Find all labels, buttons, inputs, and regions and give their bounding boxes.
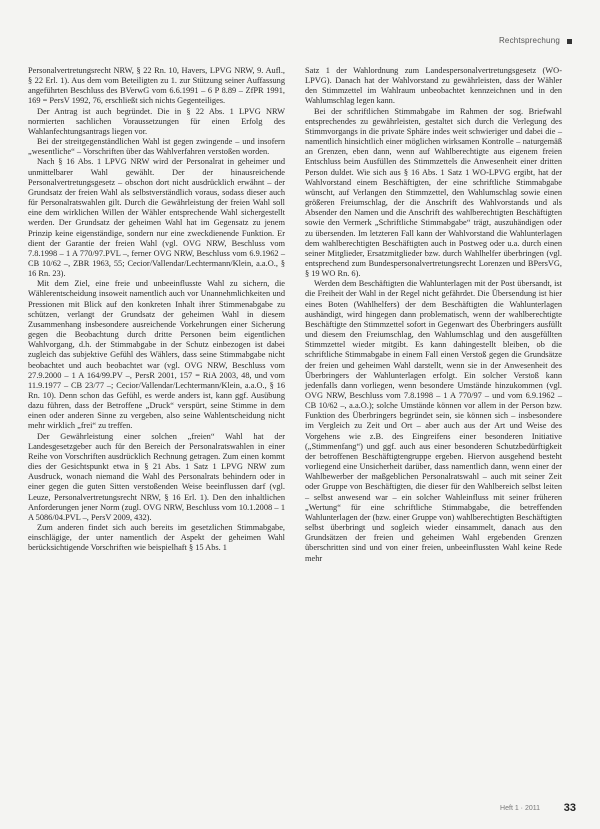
paragraph: Satz 1 der Wahlordnung zum Landespersonalvertretungsgesetz (WO-LPVG). Danach hat der Wahlvorstand zu gewährleisten, dass der Wähler den Stimmzettel im Wahlraum unbeobachtet kennzeichnen und in den Wahlumschlag legen kann. (305, 66, 562, 106)
left-column (28, 66, 285, 554)
section-marker-icon (567, 39, 572, 44)
section-label: Rechtsprechung (498, 36, 560, 45)
page-number: 33 (563, 802, 576, 814)
paragraph: Zum anderen findet sich auch bereits im gesetzlichen Stimmabgabe, einschlägige, der unter namentlich der Aspekt der geheimen Wahl berücksichtigende Vorschriften wie beispielhaft § 15 Abs. 1 (28, 523, 285, 553)
paragraph: Der Antrag ist auch begründet. Die in § 22 Abs. 1 LPVG NRW normierten sachlichen Voraussetzungen für einen Erfolg des Wahlanfechtungsantrags liegen vor. (28, 106, 285, 136)
page-header (0, 36, 600, 50)
paragraph: Der Gewährleistung einer solchen „freien“ Wahl hat der Landesgesetzgeber auch für den Bereich der Personalratswahlen in einer Reihe von Vorschriften ausdrücklich Rechnung getragen. Zum einen kommt dies der Gesichtspunkt etwa in § 21 Abs. 1 Satz 1 LPVG NRW zum Ausdruck, wonach niemand die Wahl des Personalrats behindern oder in einer gegen die guten Sitten verstoßenden Weise beeinflussen darf (vgl. Leuze, Personalvertretungsrecht NRW, § 16 Erl. 1). Den den inhaltlichen Anforderungen jener Norm (zugl. OVG NRW, Beschluss vom 10.1.2008 – 1 A 5086/04.PVL –, PersV 2009, 432). (28, 431, 285, 522)
paragraph: Nach § 16 Abs. 1 LPVG NRW wird der Personalrat in geheimer und unmittelbarer Wahl gewählt. Der der hinausreichende Personalvertretungsgesetz – obschon dort nicht ausdrücklich erwähnt – der Grundsatz der freien Wahl als selbstverständlich voraus, sodass dieser auch für Personalratswahlen gilt. Durch die Gewährleistung der freien Wahl soll eine dem wirklichen Willen der Wähler entsprechende Wahl sichergestellt werden. Der Grundsatz der geheimen Wahl hat im Gegensatz zu jenem Prinzip keine eigenständige, sondern nur eine zweckdienende Funktion. Er dient der Garantie der freien Wahl (vgl. OVG NRW, Beschluss vom 7.8.1998 – 1 A 770/97.PVL –, ferner OVG NRW, Beschluss vom 6.9.1962 – CB 10/62 –, ZBR 1963, 55; Cecior/Vallendar/Lechtermann/Klein, a.a.O., § 16 Rn. 23). (28, 157, 285, 279)
paragraph: Werden dem Beschäftigten die Wahlunterlagen mit der Post übersandt, ist die Freiheit der Wahl in der Regel nicht gefährdet. Die Übersendung ist hier eines Boten (Wahlhelfers) der dem Beschäftigten die Wahlunterlagen aushändigt, wird hingegen dann problematisch, wenn der wahlberechtigte Beschäftigte den Stimmzettel sofort in Gegenwart des Überbringers ausfüllt und diesem den Freiumschlag, den Wahlumschlag und den ausgefüllten Stimmzettel wieder mitgibt. Es kann dahingestellt bleiben, ob die schriftliche Stimmabgabe in einem Fall einen Verstoß gegen die Grundsätze der freien und geheimen Wahl darstellt, wenn sie in der Anwesenheit des Überbringers der Wahlunterlagen erfolgt. Ein solcher Verstoß kann jedenfalls dann vorliegen, wenn besondere Umstände hinzukommen (vgl. OVG NRW, Beschluss vom 7.8.1998 – 1 A 770/97 – und vom 6.9.1962 – CB 10/62 –, a.a.O.); solche Umstände können vor allem in der Person bzw. Funktion des Überbringers begründet sein, sie können sich – insbesondere im Vergleich zu Zeit und Ort – aber auch aus der Art und Weise des Vorgehens wie z.B. des Eingreifens einer besonderen Initiative („Stimmenfang“) und ggf. auch aus einer besonderen Schutzbedürftigkeit der betroffenen Beschäftigtengruppe ergeben. Hiervon ausgehend besteht vorliegend eine Unsicherheit darüber, dass namentlich dann, wenn einer der Wahlbewerber der maßgeblichen Personalratswahl – auch mit seiner Zeit oder Gruppe von Beschäftigten, die dieser für den Wahlbereich selbst leiten – selbst anwesend war – ein solcher Wahleinfluss mit seiner früheren „Wertung“ für eine schriftliche Stimmabgabe, die betreffenden Wahlunterlagen der (bzw. einer Gruppe von) wahlberechtigten Beschäftigten selbst überbringt und sogleich wieder einsammelt, danach aus den Grundsätzen der freien und geheimen Wahl ergebenden Grenzen überschritten sind und von einer freien, unbeeinflussten Wahl keine Rede mehr (305, 279, 562, 563)
right-column (305, 66, 562, 564)
page-footer (0, 802, 600, 816)
paragraph: Bei der streitgegenständlichen Wahl ist gegen zwingende – und insofern „wesentliche“ – Vorschriften über das Wahlverfahren verstoßen worden. (28, 137, 285, 157)
paragraph: Bei der schriftlichen Stimmabgabe im Rahmen der sog. Briefwahl entsprechendes zu gewährleisten, gestaltet sich durch die Verlegung des Stimmvorgangs in die private Sphäre indes weit schwieriger und dabei die – namentlich hinsichtlich einer möglichen wirksamen Kontrolle – naturgemäß an Grenzen, eben dann, wenn auf Wahlberechtigte aus eigenem freien Entschluss beim Ausfüllen des Stimmzettels die Anwesenheit einer dritten Person duldet. Wie sich aus § 16 Abs. 1 Satz 1 WO-LPVG ergibt, hat der Wahlvorstand einem Beschäftigten, der eine schriftliche Stimmabgabe wünscht, auf Verlangen den Stimmzettel, den Wahlumschlag sowie einen größeren Freiumschlag, der die Anschrift des Wahlvorstands und als Absender den Namen und die Anschrift des wahlberechtigten Beschäftigten sowie den Vermerk „Schriftliche Stimmabgabe“ trägt, auszuhändigen oder zu übersenden. Im letzteren Fall kann der Wahlvorstand die Wahlunterlagen dem wahlberechtigten Beschäftigten auch in Postweg oder u.a. durch einen seiner Mitglieder, Ersatzmitglieder bzw. durch Wahlhelfer überbringen (vgl. entsprechend zum Bundespersonalvertretungsrecht Lorenzen und BPersVG, § 19 WO Rn. 6). (305, 106, 562, 279)
issue-label: Heft 1 · 2011 (500, 805, 540, 812)
paragraph: Personalvertretungsrecht NRW, § 22 Rn. 10, Havers, LPVG NRW, 9. Aufl., § 22 Erl. 1). Aus dem vom Beteiligten zu 1. zur Stützung seiner Auffassung angeführten Beschluss des BVerwG vom 6.6.1991 – 6 P 8.89 – ZfPR 1991, 169 = PersV 1992, 76, erschließt sich nichts Gegenteiliges. (28, 66, 285, 106)
paragraph: Mit dem Ziel, eine freie und unbeeinflusste Wahl zu sichern, die Wählerentscheidung insoweit namentlich auch vor Unannehmlichkeiten und Pressionen mit Blick auf den konkreten Inhalt ihrer Stimmenabgabe zu schützen, verlangt der Grundsatz der geheimen Wahl in diesem Zusammenhang insbesondere ausreichende Vorkehrungen einer Sicherung gegen die Beobachtung durch dritte Personen beim eigentlichen Wahlvorgang, d.h. der Stimmabgabe in der Schutz einbezogen ist dabei zugleich das subjektive Gefühl des Wählers, dass seine Stimmabgabe nicht beobachtet und auch beobachtet war (vgl. OVG NRW, Beschluss vom 27.9.2000 – 1 A 164/99.PV –, PersR 2001, 157 = RiA 2003, 48, und vom 11.9.1977 – CB 23/77 –; Cecior/Vallendar/Lechtermann/Klein, a.a.O., § 16 Rn. 10). Denn schon das Gefühl, es werde anders ist, kann ggf. Ausübung dazu führen, dass der Betroffene „Druck“ verspürt, seine Stimme in dem einen oder anderen Sinne zu vergeben, also seine Wahlentscheidung nicht mehr wirklich „frei“ zu treffen. (28, 279, 285, 431)
